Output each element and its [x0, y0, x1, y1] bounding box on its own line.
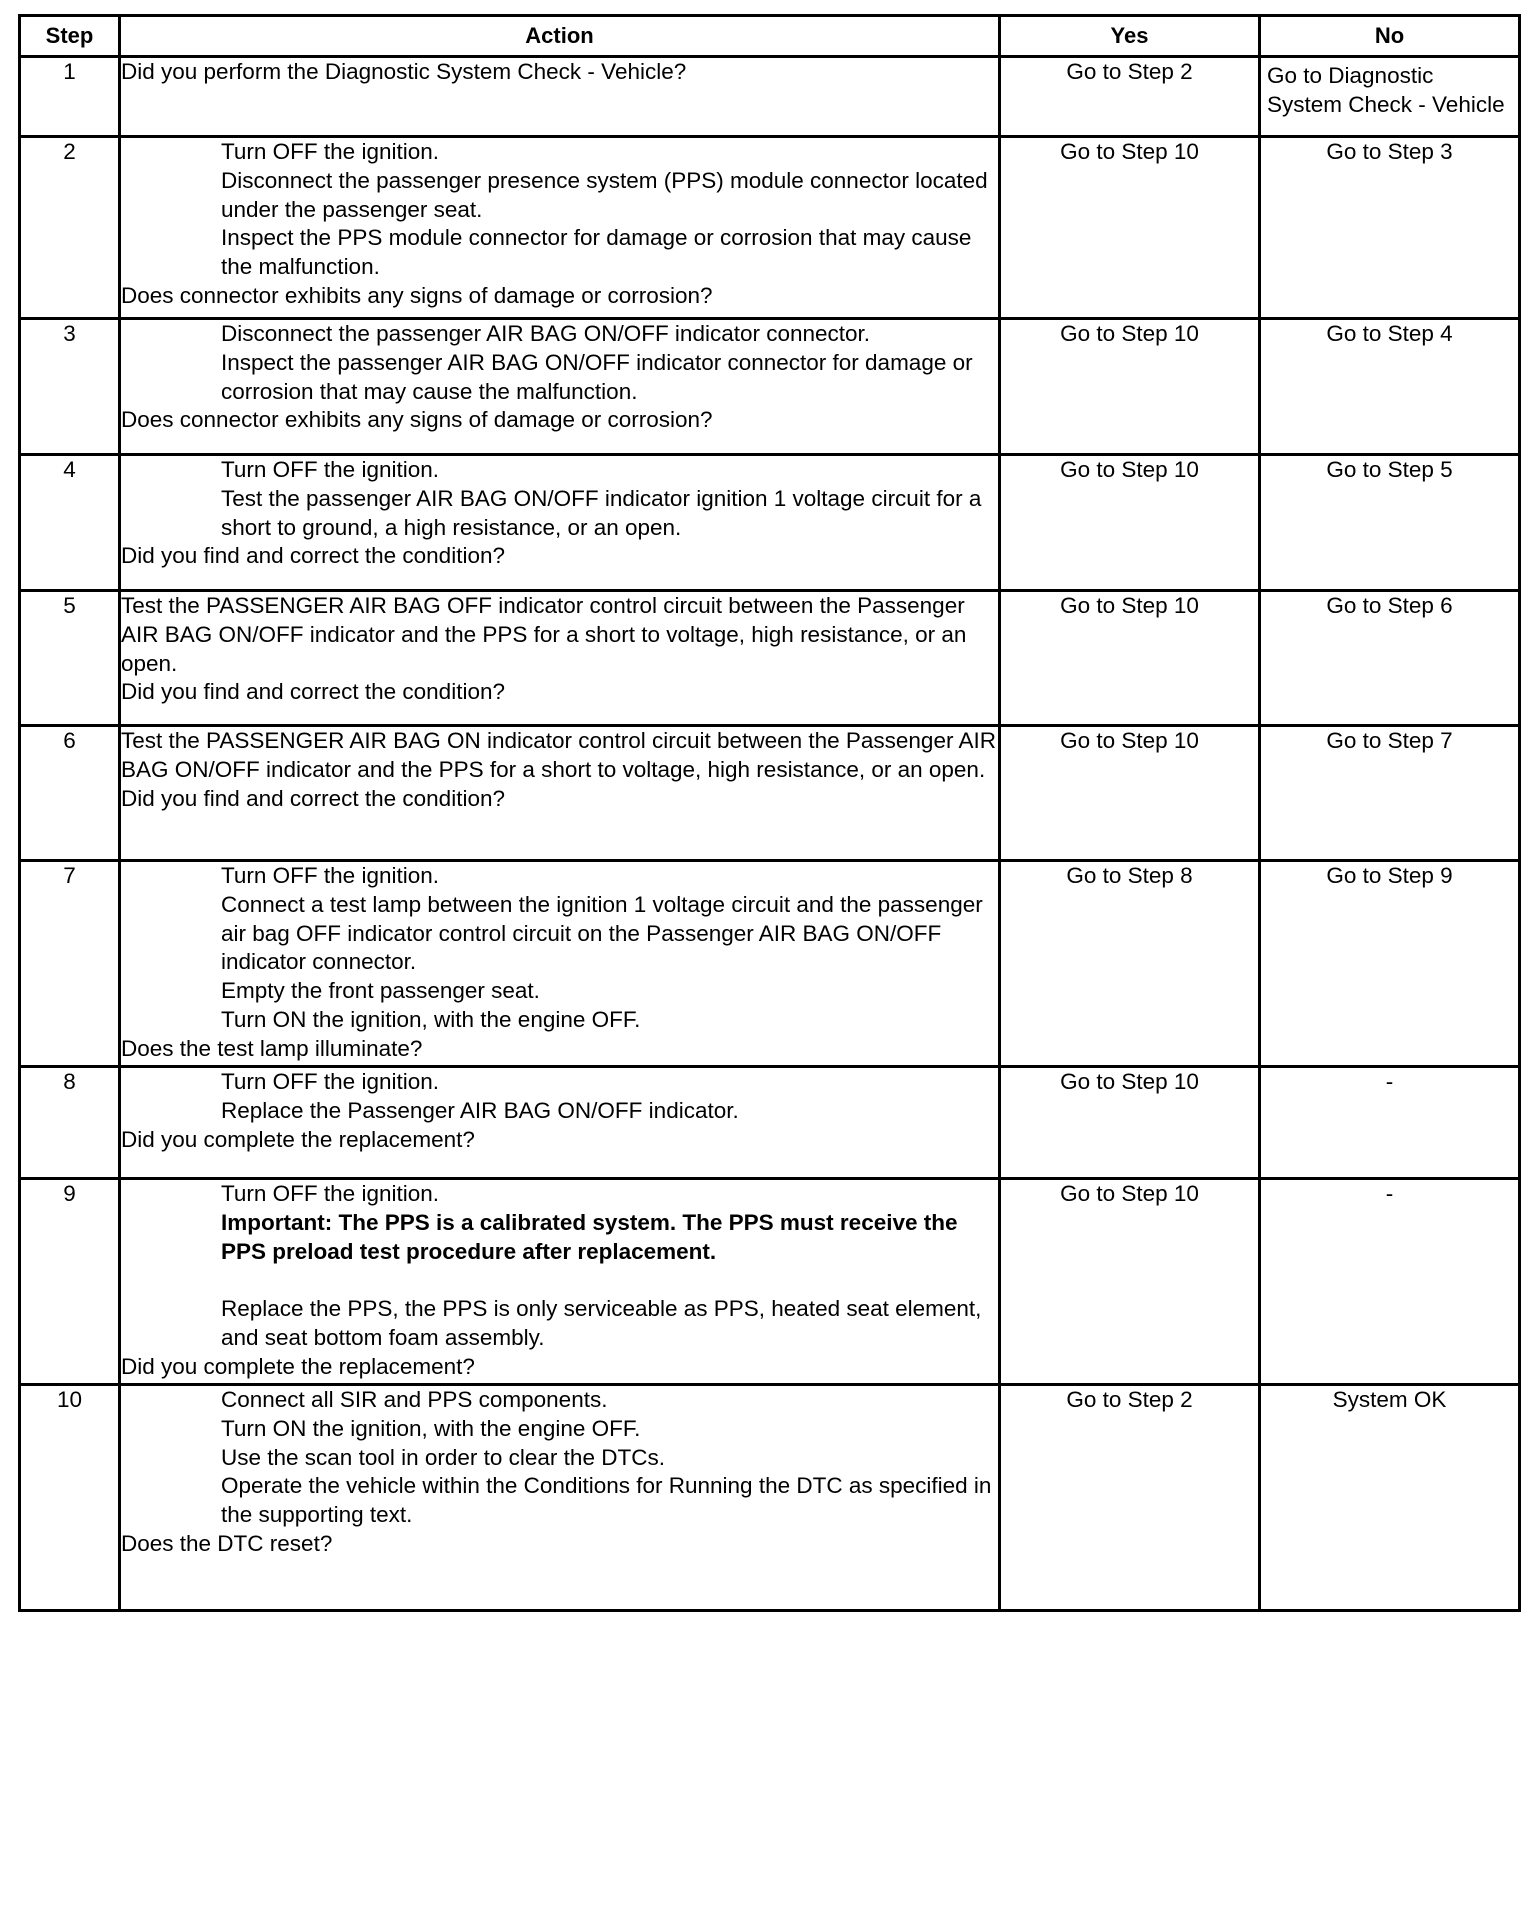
instruction-line: Empty the front passenger seat. [221, 978, 540, 1004]
step-number: 9 [20, 1179, 120, 1385]
instruction-list [121, 862, 998, 1035]
instruction-line: Replace the PPS, the PPS is only serviceable as PPS, heated seat element, and seat bottom foam assembly. [221, 1296, 982, 1350]
diagnostic-table [18, 14, 1521, 1612]
action-question: Does the test lamp illuminate? [121, 1035, 423, 1061]
no-cell: Go to Step 7 [1260, 726, 1520, 861]
action-question: Did you find and correct the condition? [121, 543, 505, 569]
no-cell: - [1260, 1067, 1520, 1179]
step-number: 10 [20, 1385, 120, 1611]
action-cell [120, 591, 1000, 726]
instruction-line: Inspect the passenger AIR BAG ON/OFF indicator connector for damage or corrosion that may cause the malfunction. [221, 349, 973, 404]
action-cell [120, 455, 1000, 591]
header-row [20, 16, 1520, 57]
action-question: Did you complete the replacement? [121, 1126, 475, 1152]
yes-cell: Go to Step 10 [1000, 319, 1260, 455]
instruction-line: Test the PASSENGER AIR BAG ON indicator control circuit between the Passenger AIR BAG ON/OFF indicator and the PPS for a short to voltage, high resistance, or an open. [121, 728, 996, 782]
step-number: 6 [20, 726, 120, 861]
action-cell [120, 57, 1000, 137]
no-cell: Go to Step 3 [1260, 137, 1520, 319]
instruction-line: Turn OFF the ignition. [221, 457, 440, 482]
instruction-list [121, 456, 998, 542]
table-row [20, 861, 1520, 1067]
action-question: Did you find and correct the condition? [121, 785, 505, 811]
step-number: 8 [20, 1067, 120, 1179]
instruction-line: Turn ON the ignition, with the engine OFF. [221, 1006, 641, 1032]
no-cell: Go to Diagnostic System Check - Vehicle [1260, 57, 1520, 137]
table-row [20, 1385, 1520, 1611]
instruction-list [121, 320, 998, 406]
instruction-line: Replace the Passenger AIR BAG ON/OFF indicator. [221, 1097, 739, 1123]
header-yes: Yes [1000, 16, 1260, 57]
header-action: Action [120, 16, 1000, 57]
instruction-list [121, 727, 998, 785]
yes-cell: Go to Step 2 [1000, 57, 1260, 137]
table-row [20, 591, 1520, 726]
step-number: 4 [20, 455, 120, 591]
yes-cell: Go to Step 10 [1000, 455, 1260, 591]
yes-cell: Go to Step 10 [1000, 1067, 1260, 1179]
instruction-list [121, 1068, 998, 1126]
no-cell: - [1260, 1179, 1520, 1385]
instruction-list [121, 138, 998, 282]
instruction-list [121, 592, 998, 678]
instruction-line: Turn OFF the ignition. [221, 1181, 440, 1206]
instruction-line: Connect all SIR and PPS components. [221, 1387, 608, 1412]
action-question: Does connector exhibits any signs of damage or corrosion? [121, 282, 713, 308]
action-cell [120, 726, 1000, 861]
action-cell [120, 137, 1000, 319]
action-cell [120, 1385, 1000, 1611]
instruction-line: Test the passenger AIR BAG ON/OFF indicator ignition 1 voltage circuit for a short to ground, a high resistance, or an open. [221, 485, 982, 540]
step-number: 3 [20, 319, 120, 455]
instruction-line: Test the PASSENGER AIR BAG OFF indicator control circuit between the Passenger AIR BAG ON/OFF indicator and the PPS for a short to voltage, high resistance, or an open. [121, 593, 967, 676]
instruction-list [121, 1386, 998, 1530]
action-cell [120, 1179, 1000, 1385]
instruction-line: Turn OFF the ignition. [221, 863, 440, 888]
table-row [20, 726, 1520, 861]
spacer [221, 1266, 998, 1295]
action-cell [120, 861, 1000, 1067]
table-row [20, 57, 1520, 137]
instruction-line: Use the scan tool in order to clear the DTCs. [221, 1444, 665, 1470]
action-question: Did you complete the replacement? [121, 1353, 475, 1379]
instruction-line: Disconnect the passenger presence system (PPS) module connector located under the passenger seat. [221, 167, 988, 222]
yes-cell: Go to Step 2 [1000, 1385, 1260, 1611]
header-no: No [1260, 16, 1520, 57]
action-cell [120, 319, 1000, 455]
step-number: 5 [20, 591, 120, 726]
table-row [20, 1067, 1520, 1179]
action-question: Does connector exhibits any signs of damage or corrosion? [121, 407, 713, 433]
yes-cell: Go to Step 10 [1000, 1179, 1260, 1385]
yes-cell: Go to Step 8 [1000, 861, 1260, 1067]
action-question: Did you find and correct the condition? [121, 679, 505, 705]
table-row [20, 137, 1520, 319]
instruction-line: Turn OFF the ignition. [221, 139, 440, 164]
instruction-list [121, 1180, 998, 1353]
instruction-line: Connect a test lamp between the ignition 1 voltage circuit and the passenger air bag OFF indicator control circuit on the Passenger AIR BAG ON/OFF indicator connector. [221, 891, 983, 975]
no-cell: Go to Step 4 [1260, 319, 1520, 455]
instruction-line: Inspect the PPS module connector for damage or corrosion that may cause the malfunction. [221, 225, 972, 280]
yes-cell: Go to Step 10 [1000, 137, 1260, 319]
table-row [20, 1179, 1520, 1385]
instruction-line: Disconnect the passenger AIR BAG ON/OFF indicator connector. [221, 321, 871, 346]
step-number: 7 [20, 861, 120, 1067]
yes-cell: Go to Step 10 [1000, 591, 1260, 726]
table-row [20, 319, 1520, 455]
step-number: 1 [20, 57, 120, 137]
instruction-line: Operate the vehicle within the Conditions for Running the DTC as specified in the supporting text. [221, 1473, 992, 1528]
action-question: Did you perform the Diagnostic System Check - Vehicle? [121, 59, 687, 84]
instruction-line: Turn OFF the ignition. [221, 1069, 440, 1094]
step-number: 2 [20, 137, 120, 319]
header-step: Step [20, 16, 120, 57]
no-cell: System OK [1260, 1385, 1520, 1611]
action-question: Does the DTC reset? [121, 1530, 333, 1556]
action-cell [120, 1067, 1000, 1179]
no-cell: Go to Step 5 [1260, 455, 1520, 591]
no-cell: Go to Step 9 [1260, 861, 1520, 1067]
table-row [20, 455, 1520, 591]
no-cell: Go to Step 6 [1260, 591, 1520, 726]
yes-cell: Go to Step 10 [1000, 726, 1260, 861]
instruction-line: Turn ON the ignition, with the engine OFF. [221, 1415, 641, 1441]
important-note: Important: The PPS is a calibrated system. The PPS must receive the PPS preload test procedure after replacement. [221, 1209, 958, 1264]
